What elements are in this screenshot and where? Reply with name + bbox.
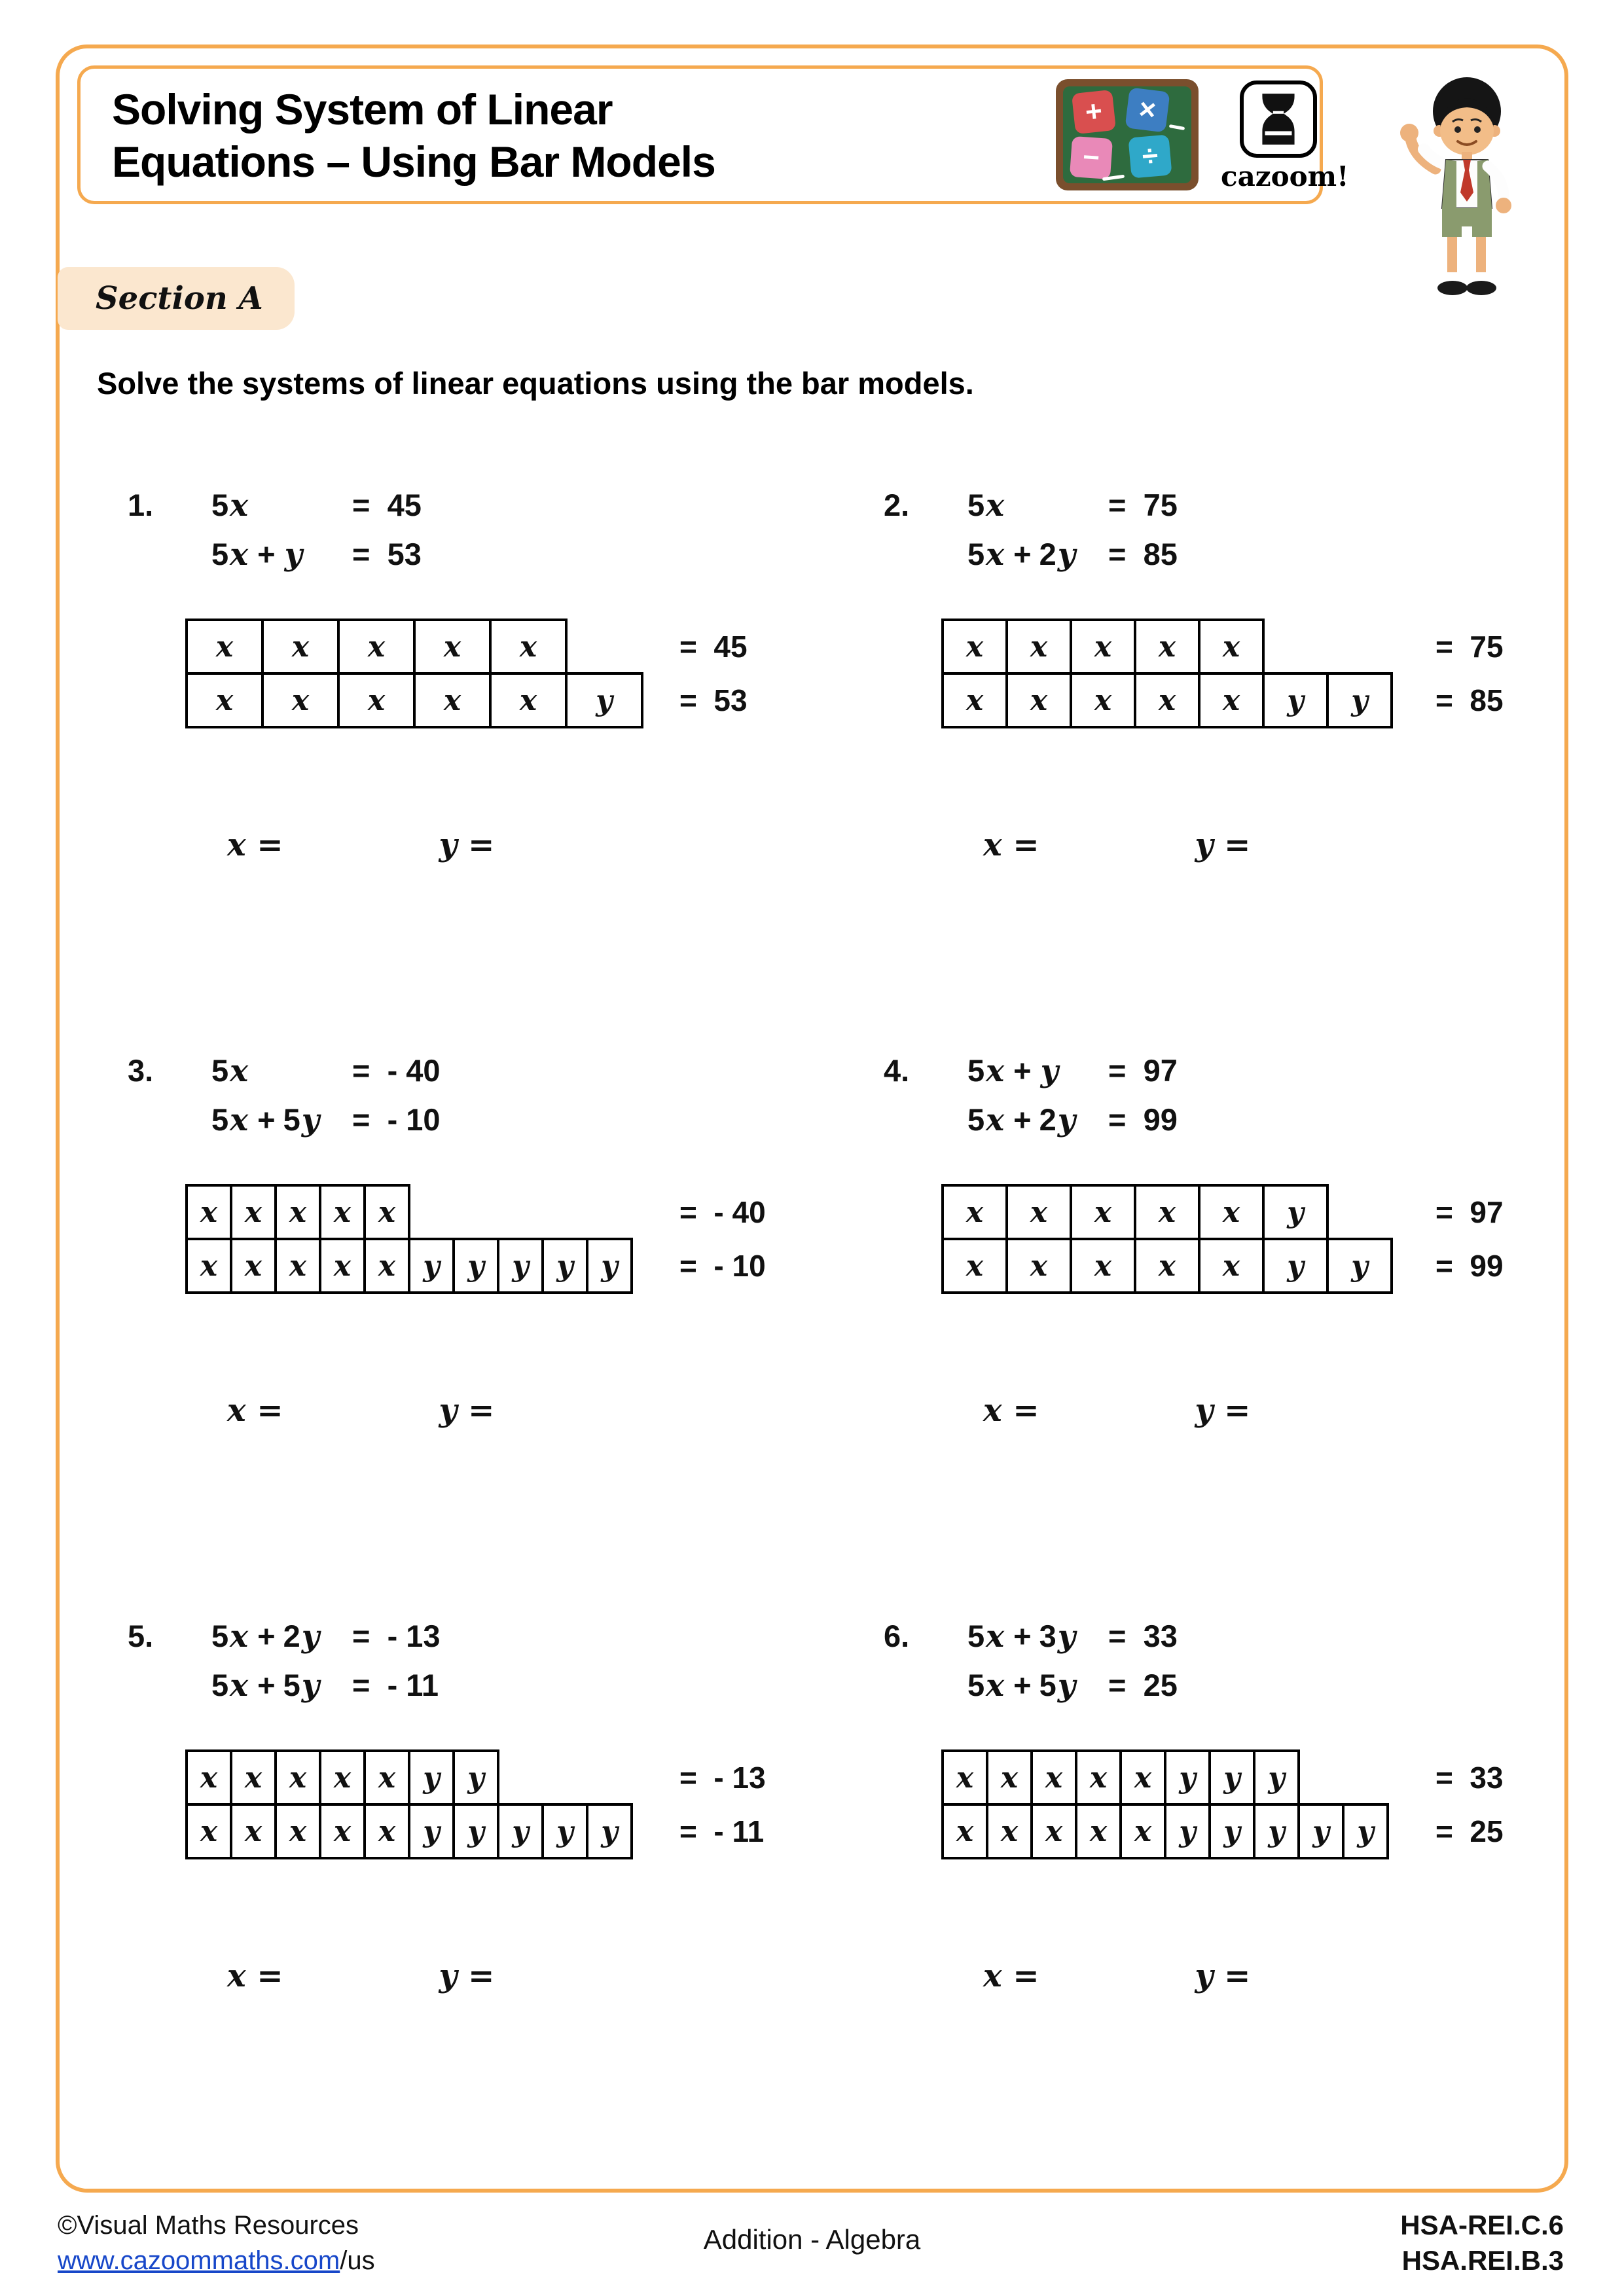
answer-line	[983, 827, 1548, 863]
plus-tile-icon: +	[1072, 90, 1116, 134]
variable-y: y	[1040, 1053, 1058, 1089]
title-line-1: Solving System of Linear	[112, 85, 613, 134]
answer-x-label: x =	[983, 1392, 1039, 1429]
bar-cell: x	[489, 672, 568, 728]
bar-cell: x	[1198, 619, 1265, 675]
answer-y-label: y =	[439, 1392, 495, 1429]
variable-x: x	[230, 488, 249, 524]
section-a-pill	[58, 267, 295, 330]
bar-row-1	[941, 1184, 1548, 1240]
coefficient: 2	[1039, 1102, 1056, 1137]
variable-x: x	[986, 488, 1005, 524]
bar-row-1	[185, 619, 884, 675]
eq-lhs	[211, 1096, 352, 1145]
bar-cell: x	[363, 1803, 410, 1859]
bar-cell: x	[1198, 1238, 1265, 1294]
variable-y: y	[1057, 1668, 1076, 1704]
bar-row-1	[941, 1749, 1548, 1806]
bar-cell: y	[1326, 1238, 1393, 1294]
eq-lhs	[211, 481, 352, 530]
equations	[967, 1612, 1178, 1710]
variable-y: y	[301, 1102, 320, 1138]
answer-y-label: y =	[1195, 827, 1251, 863]
equation-2	[211, 530, 422, 579]
bar-cell: y	[497, 1238, 544, 1294]
bar-cell: y	[1208, 1749, 1255, 1806]
bar-cell: x	[1075, 1749, 1122, 1806]
bar-cell: x	[413, 672, 492, 728]
bar-cell: y	[1253, 1749, 1300, 1806]
bar-row-1	[185, 1184, 884, 1240]
variable-y	[265, 1053, 268, 1089]
problem-3	[128, 1047, 884, 1612]
bar-cell: y	[1262, 1238, 1329, 1294]
cazoom-logo	[1221, 81, 1349, 192]
bar-cell: y	[586, 1803, 633, 1859]
bar-row-2	[941, 1803, 1548, 1859]
variable-x: x	[230, 537, 249, 573]
equations	[211, 481, 422, 579]
bar-cell: x	[185, 619, 264, 675]
bar-model	[941, 1184, 1548, 1294]
coefficient: 5	[967, 1102, 985, 1137]
variable-x: x	[986, 1102, 1005, 1138]
variable-x: x	[986, 1668, 1005, 1704]
answer-x-label: x =	[227, 1958, 283, 1994]
eq-lhs	[211, 1612, 352, 1661]
coefficient: 5	[967, 537, 985, 571]
coefficient: 5	[967, 1668, 985, 1702]
bar-row-1	[941, 619, 1548, 675]
bar-cell: x	[274, 1803, 321, 1859]
bar-cell: y	[541, 1803, 588, 1859]
bar-cell: x	[319, 1749, 366, 1806]
bar-cell: x	[941, 1749, 988, 1806]
bar-cell: x	[363, 1184, 410, 1240]
bar-cell: x	[1070, 1184, 1136, 1240]
equation-1	[211, 1612, 441, 1661]
coefficient: 5	[967, 1053, 985, 1088]
bar-total: = 85	[1435, 683, 1504, 717]
problem-number: 1.	[128, 488, 154, 522]
minus-tile-icon: −	[1070, 136, 1113, 179]
footer-link[interactable]: www.cazoommaths.com	[58, 2246, 340, 2275]
answer-line	[227, 1392, 884, 1429]
problem-4	[884, 1047, 1548, 1612]
bar-cell: x	[274, 1238, 321, 1294]
equation-2	[967, 1661, 1178, 1710]
bar-cell: x	[185, 672, 264, 728]
eq-rhs: = - 40	[352, 1053, 441, 1088]
eq-lhs	[967, 530, 1108, 579]
bar-cell: y	[541, 1238, 588, 1294]
variable-x: x	[230, 1102, 249, 1138]
answer-y-label: y =	[439, 1958, 495, 1994]
bar-row-2	[941, 1238, 1548, 1294]
eq-lhs	[967, 1612, 1108, 1661]
variable-y: y	[301, 1668, 320, 1704]
bar-cell: x	[1030, 1749, 1077, 1806]
bar-cell: y	[408, 1803, 455, 1859]
bar-cell: x	[1075, 1803, 1122, 1859]
bar-cell: y	[565, 672, 643, 728]
equation-2	[211, 1661, 441, 1710]
coefficient: 5	[967, 488, 985, 522]
bar-cell: y	[1342, 1803, 1389, 1859]
variable-x: x	[230, 1668, 249, 1704]
bar-cell: x	[261, 672, 340, 728]
problem-1	[128, 481, 884, 1047]
operator: +	[1013, 1102, 1032, 1137]
bar-cell: y	[1326, 672, 1393, 728]
equation-1	[967, 481, 1178, 530]
title-line-2: Equations – Using Bar Models	[112, 137, 715, 186]
bar-cell: y	[452, 1803, 499, 1859]
bar-cell: x	[337, 672, 416, 728]
operator: +	[257, 537, 276, 571]
bar-cell: x	[1134, 1184, 1200, 1240]
bar-cell: x	[337, 619, 416, 675]
eq-lhs	[967, 1096, 1108, 1145]
bar-cell: x	[1119, 1749, 1166, 1806]
bar-cell: x	[185, 1184, 232, 1240]
bar-model	[185, 1184, 884, 1294]
bar-row-2	[185, 672, 884, 728]
bar-cell: x	[413, 619, 492, 675]
answer-line	[983, 1392, 1548, 1429]
bar-row-2	[941, 672, 1548, 728]
bar-model	[941, 1749, 1548, 1859]
variable-y: y	[284, 537, 302, 573]
eq-lhs	[211, 1047, 352, 1096]
eq-rhs: = 45	[352, 488, 422, 522]
bar-cell: x	[1005, 1238, 1072, 1294]
eq-rhs: = 97	[1108, 1053, 1178, 1088]
bar-cell: x	[230, 1749, 277, 1806]
coefficient: 5	[211, 488, 229, 522]
eq-rhs: = - 10	[352, 1102, 441, 1137]
bar-cell: x	[1134, 1238, 1200, 1294]
problem-number: 6.	[884, 1619, 910, 1653]
bar-total: = 53	[679, 683, 748, 717]
bar-cell: x	[1005, 672, 1072, 728]
operator: +	[1013, 1668, 1032, 1702]
worksheet-title	[112, 83, 715, 188]
eq-rhs: = 85	[1108, 537, 1178, 571]
bar-model	[185, 1749, 884, 1859]
bar-total: = 97	[1435, 1195, 1504, 1229]
eq-rhs: = 75	[1108, 488, 1178, 522]
bar-cell: y	[1164, 1749, 1211, 1806]
variable-x: x	[230, 1619, 249, 1655]
bar-total: = - 13	[679, 1761, 766, 1795]
footer-link-suffix: /us	[340, 2246, 375, 2275]
bar-cell: x	[185, 1803, 232, 1859]
bar-cell: x	[1134, 672, 1200, 728]
bar-total: = 75	[1435, 630, 1504, 664]
coefficient: 2	[1039, 537, 1056, 571]
variable-x: x	[986, 1619, 1005, 1655]
problem-number: 3.	[128, 1053, 154, 1088]
bar-total: = 33	[1435, 1761, 1504, 1795]
bar-total: = - 10	[679, 1249, 766, 1283]
bar-cell: x	[319, 1803, 366, 1859]
equation-1	[967, 1047, 1178, 1096]
operator: +	[257, 1668, 276, 1702]
coefficient: 5	[283, 1102, 300, 1137]
bar-cell: x	[1005, 619, 1072, 675]
bar-cell: y	[1164, 1803, 1211, 1859]
problems-grid	[128, 481, 1548, 2178]
bar-cell: x	[1198, 672, 1265, 728]
equations	[967, 1047, 1178, 1145]
variable-y	[265, 488, 268, 524]
answer-line	[227, 827, 884, 863]
answer-y-label: y =	[439, 827, 495, 863]
variable-y: y	[1057, 1619, 1076, 1655]
answer-line	[227, 1958, 884, 1994]
bar-cell: x	[986, 1749, 1033, 1806]
multiply-tile-icon: ×	[1125, 87, 1170, 132]
bar-model	[941, 619, 1548, 728]
chalkboard-surface	[1063, 86, 1191, 183]
chalk-mark	[1169, 124, 1185, 130]
cazoom-logo-text: cazoom!	[1221, 160, 1349, 192]
eq-lhs	[967, 1661, 1108, 1710]
bar-cell: x	[274, 1184, 321, 1240]
problem-number: 4.	[884, 1053, 910, 1088]
bar-cell: x	[185, 1749, 232, 1806]
variable-y: y	[1057, 1102, 1076, 1138]
bar-cell: x	[1070, 1238, 1136, 1294]
bar-cell: x	[230, 1803, 277, 1859]
bar-cell: y	[586, 1238, 633, 1294]
eq-lhs	[967, 481, 1108, 530]
problem-2	[884, 481, 1548, 1047]
answer-line	[983, 1958, 1548, 1994]
bar-total: = - 40	[679, 1195, 766, 1229]
operator: +	[1013, 1619, 1032, 1653]
coefficient: 3	[1039, 1619, 1056, 1653]
equations	[211, 1612, 441, 1710]
bar-cell: x	[1134, 619, 1200, 675]
bar-cell: x	[363, 1749, 410, 1806]
footer-category: Addition - Algebra	[703, 2224, 921, 2255]
vase-icon	[1240, 81, 1317, 158]
bar-cell: x	[185, 1238, 232, 1294]
bar-cell: x	[1005, 1184, 1072, 1240]
title-box	[77, 65, 1349, 204]
equations	[967, 481, 1178, 579]
answer-x-label: x =	[227, 1392, 283, 1429]
coefficient: 5	[967, 1619, 985, 1653]
answer-x-label: x =	[227, 827, 283, 863]
bar-cell: x	[489, 619, 568, 675]
eq-lhs	[967, 1047, 1108, 1096]
variable-x: x	[986, 537, 1005, 573]
bar-cell: y	[1262, 1184, 1329, 1240]
equations	[211, 1047, 441, 1145]
coefficient: 5	[211, 1619, 229, 1653]
answer-y-label: y =	[1195, 1958, 1251, 1994]
coefficient: 2	[283, 1619, 300, 1653]
bar-cell: x	[941, 1238, 1008, 1294]
variable-x: x	[986, 1053, 1005, 1089]
bar-cell: y	[452, 1749, 499, 1806]
instruction-text: Solve the systems of linear equations using the bar models.	[97, 366, 974, 401]
bar-cell: x	[363, 1238, 410, 1294]
chalkboard-icon	[1056, 79, 1199, 190]
bar-row-2	[185, 1238, 884, 1294]
equation-1	[967, 1612, 1178, 1661]
bar-cell: y	[408, 1749, 455, 1806]
bar-cell: x	[1070, 672, 1136, 728]
problem-number: 2.	[884, 488, 910, 522]
answer-y-label: y =	[1195, 1392, 1251, 1429]
bar-row-2	[185, 1803, 884, 1859]
footer-standards	[1400, 2208, 1564, 2278]
bar-total: = 45	[679, 630, 748, 664]
eq-rhs: = 53	[352, 537, 422, 571]
bar-cell: x	[941, 1184, 1008, 1240]
problem-number: 5.	[128, 1619, 154, 1653]
bar-cell: x	[986, 1803, 1033, 1859]
bar-cell: x	[261, 619, 340, 675]
variable-y: y	[1057, 537, 1076, 573]
equation-2	[967, 1096, 1178, 1145]
bar-cell: x	[230, 1238, 277, 1294]
equation-1	[211, 481, 422, 530]
coefficient: 5	[211, 1668, 229, 1702]
bar-row-1	[185, 1749, 884, 1806]
variable-y	[1021, 488, 1024, 524]
equation-2	[211, 1096, 441, 1145]
operator: +	[1013, 1053, 1032, 1088]
eq-rhs: = 99	[1108, 1102, 1178, 1137]
variable-y: y	[301, 1619, 320, 1655]
answer-x-label: x =	[983, 827, 1039, 863]
bar-cell: y	[497, 1803, 544, 1859]
eq-rhs: = - 13	[352, 1619, 441, 1653]
section-a-label: Section A	[96, 280, 263, 317]
coefficient: 5	[211, 537, 229, 571]
divide-tile-icon: ÷	[1128, 134, 1172, 178]
student-character-illustration	[1396, 71, 1534, 323]
footer-standard-2: HSA.REI.B.3	[1401, 2245, 1564, 2276]
bar-cell: x	[1070, 619, 1136, 675]
coefficient: 5	[211, 1102, 229, 1137]
footer-copyright: ©Visual Maths Resources	[58, 2211, 359, 2240]
answer-x-label: x =	[983, 1958, 1039, 1994]
eq-rhs: = - 11	[352, 1668, 439, 1702]
bar-cell: y	[452, 1238, 499, 1294]
eq-lhs	[211, 1661, 352, 1710]
bar-cell: y	[1253, 1803, 1300, 1859]
equation-1	[211, 1047, 441, 1096]
bar-cell: x	[1119, 1803, 1166, 1859]
bar-cell: y	[1262, 672, 1329, 728]
bar-cell: y	[1297, 1803, 1344, 1859]
footer-standard-1: HSA-REI.C.6	[1400, 2210, 1564, 2240]
bar-cell: x	[230, 1184, 277, 1240]
operator: +	[1013, 537, 1032, 571]
bar-cell: x	[941, 672, 1008, 728]
bar-total: = - 11	[679, 1814, 765, 1848]
bar-model	[185, 619, 884, 728]
operator: +	[257, 1619, 276, 1653]
coefficient: 5	[283, 1668, 300, 1702]
bar-cell: x	[941, 1803, 988, 1859]
bar-cell: y	[1208, 1803, 1255, 1859]
eq-rhs: = 25	[1108, 1668, 1178, 1702]
bar-cell: x	[319, 1238, 366, 1294]
eq-lhs	[211, 530, 352, 579]
bar-cell: x	[1198, 1184, 1265, 1240]
bar-total: = 25	[1435, 1814, 1504, 1848]
bar-cell: x	[274, 1749, 321, 1806]
bar-cell: x	[319, 1184, 366, 1240]
equation-2	[967, 530, 1178, 579]
coefficient: 5	[1039, 1668, 1056, 1702]
bar-cell: x	[1030, 1803, 1077, 1859]
operator: +	[257, 1102, 276, 1137]
eq-rhs: = 33	[1108, 1619, 1178, 1653]
variable-x: x	[230, 1053, 249, 1089]
coefficient: 5	[211, 1053, 229, 1088]
problem-6	[884, 1612, 1548, 2178]
bar-total: = 99	[1435, 1249, 1504, 1283]
bar-cell: y	[408, 1238, 455, 1294]
problem-5	[128, 1612, 884, 2178]
bar-cell: x	[941, 619, 1008, 675]
